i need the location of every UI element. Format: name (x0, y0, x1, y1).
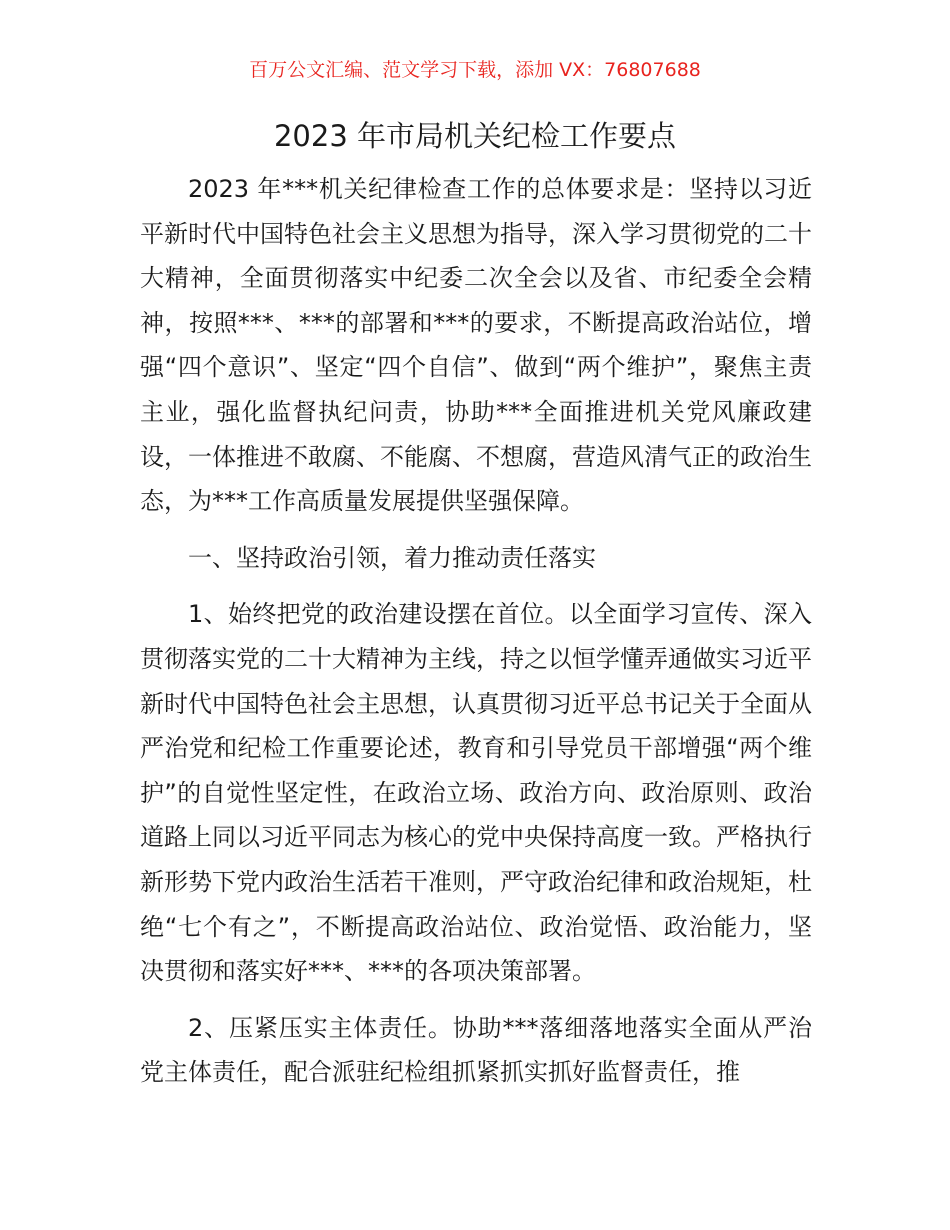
watermark-header: 百万公文汇编、范文学习下载，添加 VX：76807688 (249, 59, 701, 81)
paragraph-item-2: 2、压紧压实主体责任。协助***落细落地落实全面从严治党主体责任，配合派驻纪检组抓紧抓实抓好监督责任，推 (140, 1013, 812, 1087)
document-body (140, 167, 812, 1095)
paragraph-intro: 2023 年***机关纪律检查工作的总体要求是：坚持以习近平新时代中国特色社会主义思想为指导，深入学习贯彻党的二十大精神，全面贯彻落实中纪委二次全会以及省、市纪委全会精神，按照***、***的部署和***的要求，不断提高政治站位，增强“四个意识”、坚定“四个自信”、做到“两个维护”，聚焦主责主业，强化监督执纪问责，协助***全面推进机关党风廉政建设，一体推进不敢腐、不能腐、不想腐，营造风清气正的政治生态，为***工作高质量发展提供坚强保障。 (140, 175, 812, 516)
paragraph-item-1: 1、始终把党的政治建设摆在首位。以全面学习宣传、深入贯彻落实党的二十大精神为主线，持之以恒学懂弄通做实习近平新时代中国特色社会主思想，认真贯彻习近平总书记关于全面从严治党和纪检工作重要论述，教育和引导党员干部增强“两个维护”的自觉性坚定性，在政治立场、政治方向、政治原则、政治道路上同以习近平同志为核心的党中央保持高度一致。严格执行新形势下党内政治生活若干准则，严守政治纪律和政治规矩，杜绝“七个有之”，不断提高政治站位、政治觉悟、政治能力，坚决贯彻和落实好***、***的各项决策部署。 (140, 600, 812, 986)
document-title: 2023 年市局机关纪检工作要点 (273, 119, 677, 153)
section-heading-1: 一、坚持政治引领，着力推动责任落实 (188, 543, 596, 572)
